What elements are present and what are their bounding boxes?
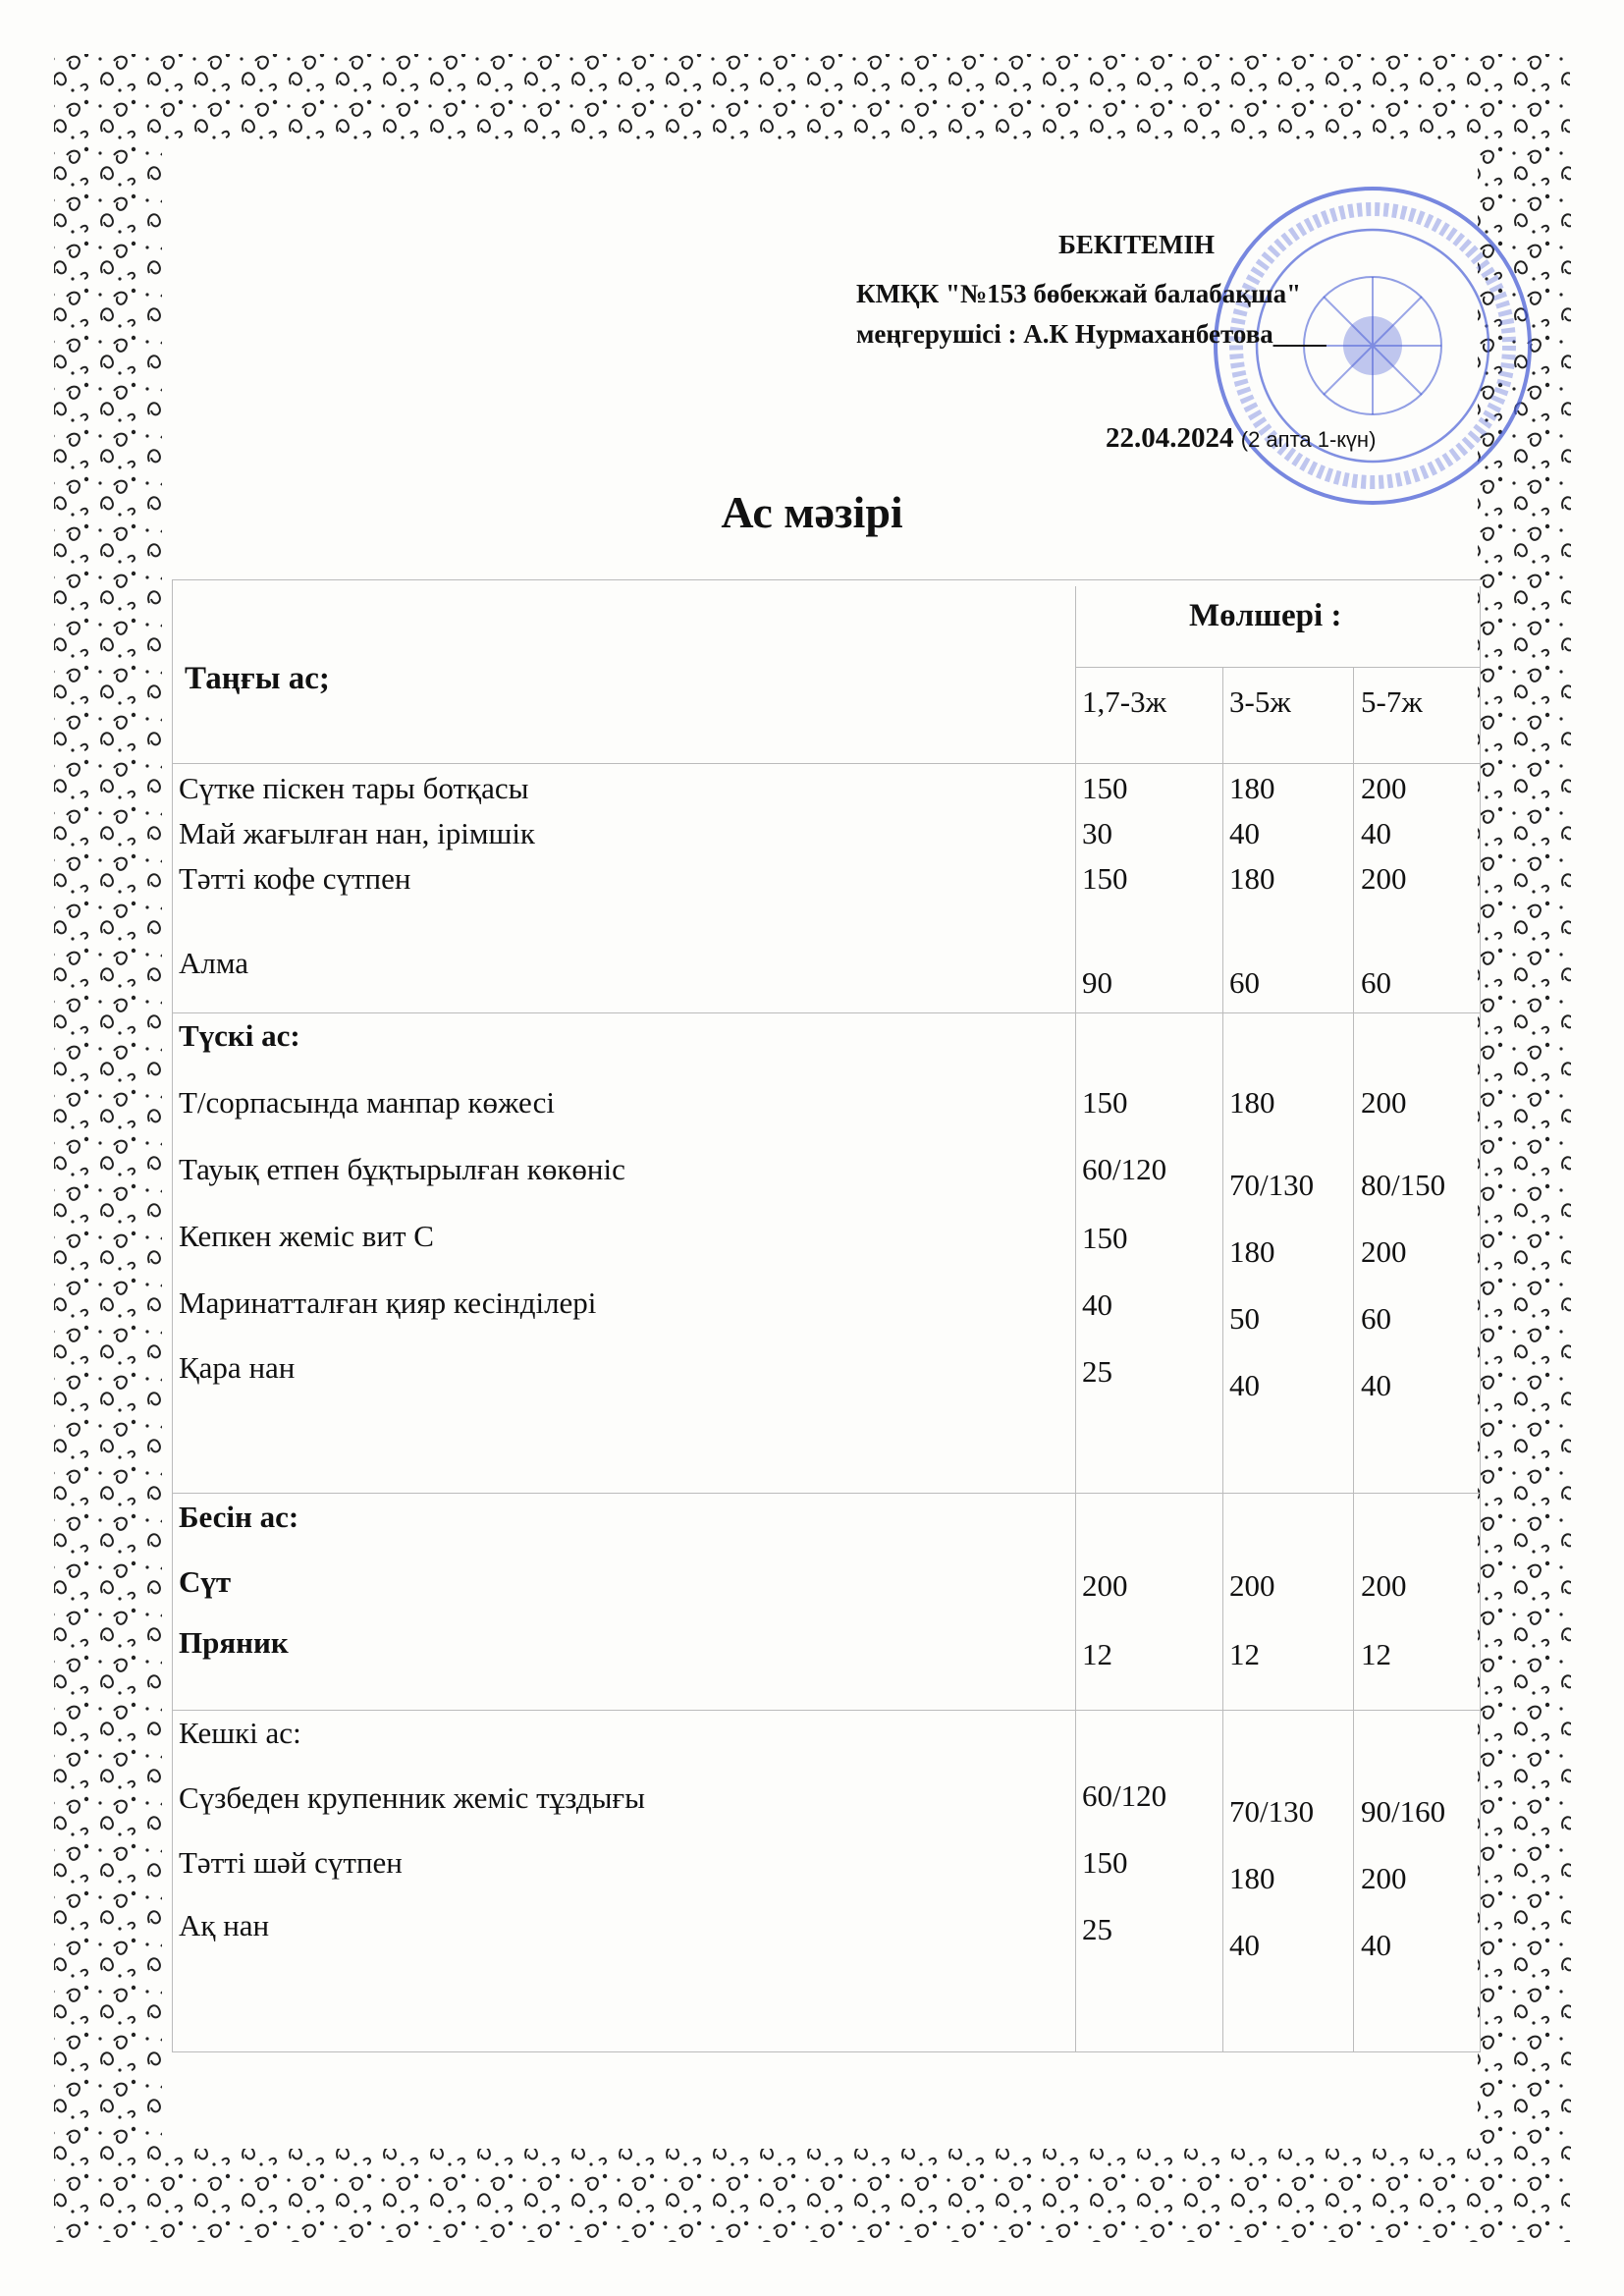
quantity-cell: 40 [1361, 816, 1391, 850]
quantity-cell: 30 [1082, 816, 1112, 850]
breakfast-section-header: Таңғы ас; [185, 661, 330, 696]
quantity-cell: 40 [1229, 816, 1260, 850]
quantity-header: Мөлшері : [1189, 598, 1342, 633]
quantity-cell: 180 [1229, 861, 1275, 896]
quantity-cell: 150 [1082, 1221, 1128, 1255]
quantity-cell: 50 [1229, 1301, 1260, 1336]
menu-item-name: Кепкен жеміс вит С [179, 1219, 434, 1253]
quantity-cell: 200 [1229, 1568, 1275, 1603]
snack-section-header: Бесін ас: [179, 1500, 299, 1534]
menu-item-name: Пряник [179, 1625, 289, 1660]
quantity-cell: 150 [1082, 861, 1128, 896]
week-day-note: (2 апта 1-күн) [1240, 427, 1377, 452]
quantity-cell: 200 [1361, 1861, 1407, 1895]
quantity-cell: 90 [1082, 965, 1112, 1000]
quantity-cell: 12 [1082, 1637, 1112, 1671]
quantity-cell: 200 [1082, 1568, 1128, 1603]
menu-table [172, 579, 1481, 2052]
head-signature-line: меңгерушісі : А.К Нурмаханбетова____ [856, 319, 1326, 349]
age-group-1: 1,7-3ж [1082, 684, 1166, 719]
approve-heading: БЕКІТЕМІН [1058, 230, 1215, 259]
quantity-cell: 40 [1229, 1368, 1260, 1402]
menu-item-name: Маринатталған қияр кесінділері [179, 1285, 597, 1320]
dinner-section-header: Кешкі ас: [179, 1716, 301, 1750]
menu-date [1106, 422, 1376, 455]
quantity-cell: 12 [1361, 1637, 1391, 1671]
quantity-cell: 150 [1082, 771, 1128, 805]
quantity-cell: 25 [1082, 1354, 1112, 1389]
quantity-cell: 60 [1229, 965, 1260, 1000]
quantity-cell: 200 [1361, 861, 1407, 896]
quantity-cell: 180 [1229, 1861, 1275, 1895]
quantity-cell: 200 [1361, 1085, 1407, 1120]
quantity-cell: 200 [1361, 1234, 1407, 1269]
quantity-cell: 200 [1361, 771, 1407, 805]
quantity-cell: 60/120 [1082, 1778, 1167, 1813]
menu-item-name: Сүт [179, 1564, 232, 1599]
quantity-cell: 40 [1082, 1287, 1112, 1322]
menu-item-name: Алма [179, 946, 249, 980]
quantity-cell: 40 [1229, 1928, 1260, 1962]
quantity-cell: 180 [1229, 771, 1275, 805]
menu-item-name: Тәтті шәй сүтпен [179, 1845, 403, 1880]
quantity-cell: 80/150 [1361, 1168, 1446, 1202]
menu-item-name: Т/сорпасында манпар көжесі [179, 1085, 555, 1120]
quantity-cell: 12 [1229, 1637, 1260, 1671]
quantity-cell: 180 [1229, 1234, 1275, 1269]
quantity-cell: 40 [1361, 1368, 1391, 1402]
quantity-cell: 90/160 [1361, 1794, 1446, 1829]
quantity-cell: 150 [1082, 1845, 1128, 1880]
menu-item-name: Тауық етпен бұқтырылған көкөніс [179, 1152, 625, 1186]
page-title: Ас мәзірі [721, 487, 903, 537]
menu-item-name: Май жағылған нан, ірімшік [179, 816, 535, 850]
quantity-cell: 150 [1082, 1085, 1128, 1120]
lunch-section-header: Түскі ас: [179, 1018, 300, 1053]
menu-item-name: Сүзбеден крупенник жеміс тұздығы [179, 1780, 645, 1815]
quantity-cell: 70/130 [1229, 1794, 1315, 1829]
quantity-cell: 40 [1361, 1928, 1391, 1962]
quantity-cell: 200 [1361, 1568, 1407, 1603]
age-group-2: 3-5ж [1229, 684, 1291, 719]
menu-item-name: Сүтке піскен тары ботқасы [179, 771, 529, 805]
date-value: 22.04.2024 [1106, 422, 1234, 454]
quantity-cell: 60/120 [1082, 1152, 1167, 1186]
quantity-cell: 25 [1082, 1912, 1112, 1946]
menu-item-name: Ақ нан [179, 1908, 270, 1942]
quantity-cell: 70/130 [1229, 1168, 1315, 1202]
quantity-cell: 60 [1361, 1301, 1391, 1336]
quantity-cell: 60 [1361, 965, 1391, 1000]
menu-item-name: Тәтті кофе сүтпен [179, 861, 411, 896]
quantity-cell: 180 [1229, 1085, 1275, 1120]
organization-name: КМҚК "№153 бөбекжай балабақша" [856, 279, 1302, 308]
age-group-3: 5-7ж [1361, 684, 1423, 719]
menu-item-name: Қара нан [179, 1350, 296, 1385]
